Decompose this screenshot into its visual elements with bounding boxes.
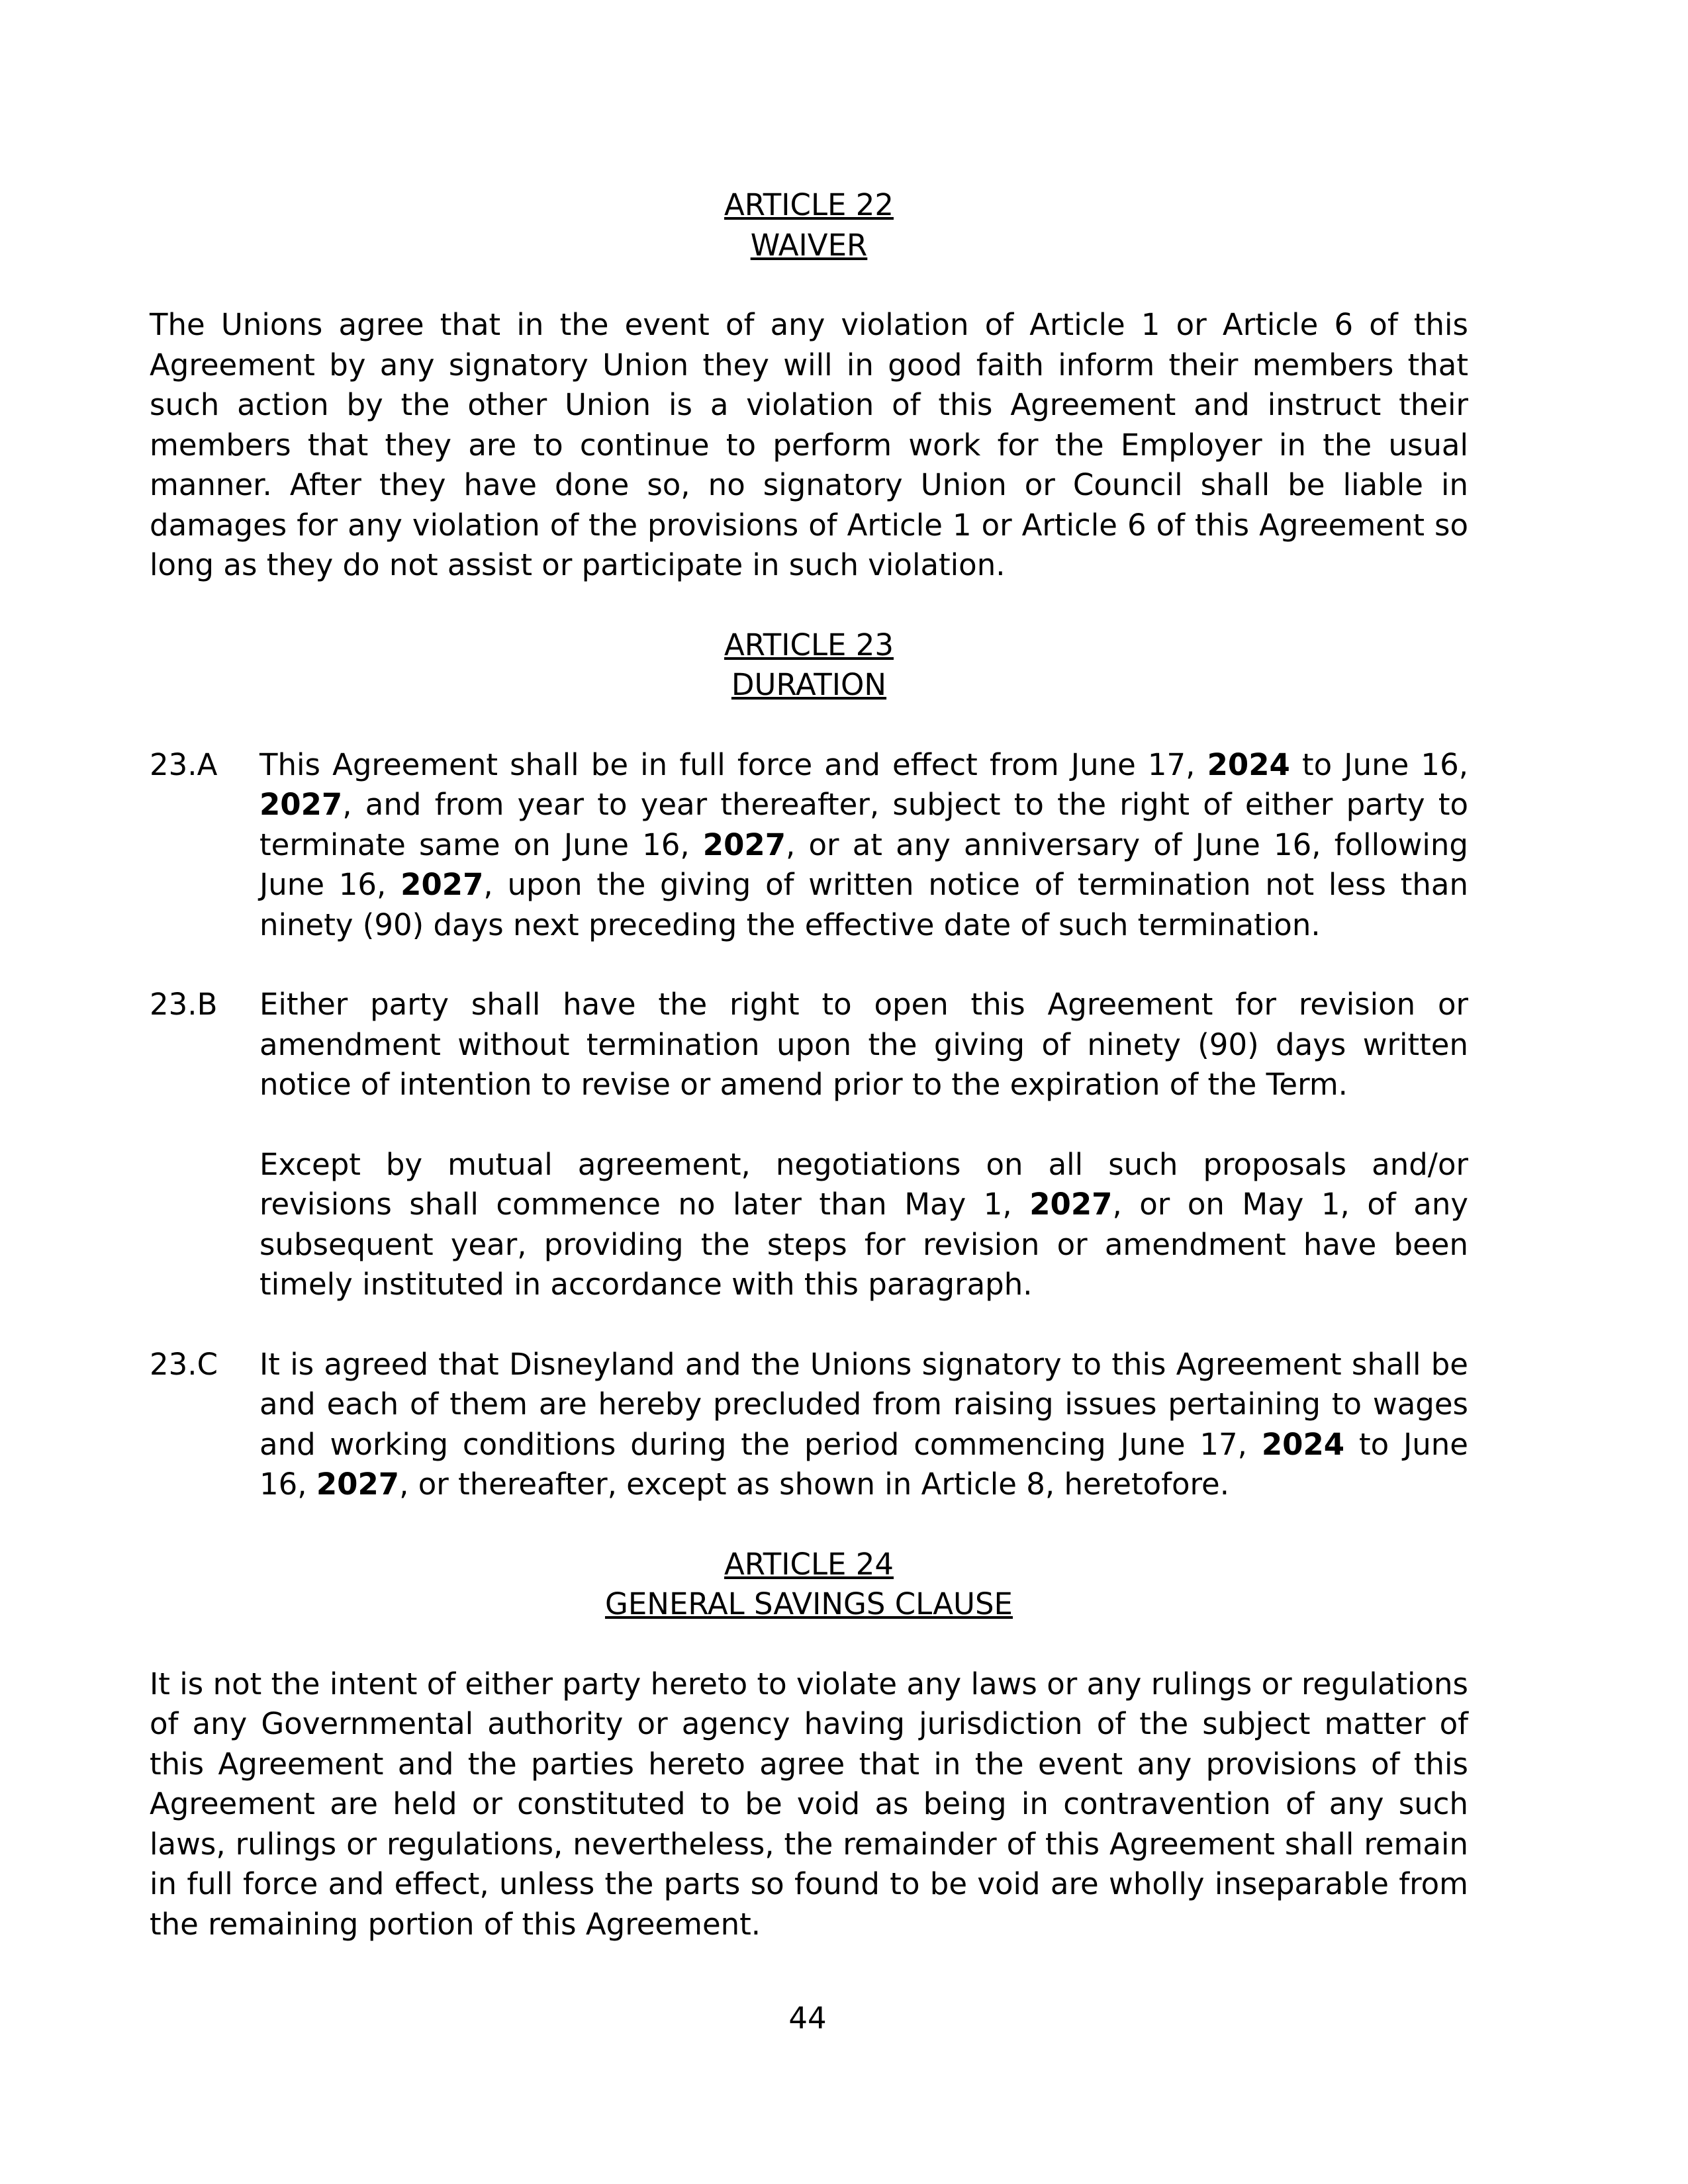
article-22-title: WAIVER <box>750 227 868 263</box>
year-bold: 2027 <box>316 1467 400 1502</box>
article-24-number: ARTICLE 24 <box>724 1546 894 1582</box>
article-24-title: GENERAL SAVINGS CLAUSE <box>604 1586 1013 1621</box>
section-23a <box>150 745 1468 946</box>
article-24-body: It is not the intent of either party hereto to violate any laws or any rulings or regulations of any Governmental authority or agency having jurisdiction of the subject matter of this Agreement and the parties hereto agree that in the event any provisions of this Agreement are held or constituted to be void as being in contravention of any such laws, rulings or regulations, nevertheless, the remainder of this Agreement shall remain in full force and effect, unless the parts so found to be void are wholly inseparable from the remaining portion of this Agreement. <box>150 1666 1468 1942</box>
year-bold: 2024 <box>1261 1426 1345 1462</box>
document-page <box>150 185 1468 1944</box>
section-23a-number: 23.A <box>150 747 218 782</box>
section-23c-text: It is agreed that Disneyland and the Unions signatory to this Agreement shall be and each of them are hereby precluded from raising issues pertaining to wages and working conditions during the period commencing June 17, 2024 to June 16, 2027, or thereafter, except as shown in Article 8, heretofore. <box>259 1346 1468 1502</box>
year-bold: 2027 <box>1029 1187 1113 1222</box>
article-23-title: DURATION <box>731 667 887 702</box>
article-23-heading <box>150 625 1468 705</box>
page-number: 44 <box>788 2001 827 2036</box>
article-22-number: ARTICLE 22 <box>724 187 894 222</box>
section-23b-number: 23.B <box>150 987 218 1022</box>
section-23a-text: This Agreement shall be in full force and effect from June 17, 2024 to June 16, 2027, and from year to year thereafter, subject to the right of either party to terminate same on June 16, 2027, or at any anniversary of June 16, following June 16, 2027, upon the giving of written notice of termination not less than ninety (90) days next preceding the effective date of such termination. <box>259 747 1468 942</box>
year-bold: 2024 <box>1207 747 1290 782</box>
article-22-body: The Unions agree that in the event of any violation of Article 1 or Article 6 of this Agreement by any signatory Union they will in good faith inform their members that such action by the other Union is a violation of this Agreement and instruct their members that they are to continue to perform work for the Employer in the usual manner. After they have done so, no signatory Union or Council shall be liable in damages for any violation of the provisions of Article 1 or Article 6 of this Agreement so long as they do not assist or participate in such violation. <box>150 307 1468 582</box>
section-23b-text: Either party shall have the right to open this Agreement for revision or amendment without termination upon the giving of ninety (90) days written notice of intention to revise or amend prior to the expiration of the Term. <box>259 987 1468 1102</box>
article-24-heading <box>150 1545 1468 1625</box>
article-23-number: ARTICLE 23 <box>724 627 894 662</box>
section-23c-number: 23.C <box>150 1346 218 1382</box>
year-bold: 2027 <box>400 867 484 902</box>
article-22-heading <box>150 185 1468 265</box>
section-23b <box>150 985 1468 1305</box>
year-bold: 2027 <box>259 787 343 822</box>
section-23b-text-2: Except by mutual agreement, negotiations on all such proposals and/or revisions shall commence no later than May 1, 2027, or on May 1, of any subsequent year, providing the steps for revision or amendment have been timely instituted in accordance with this paragraph. <box>259 1146 1468 1302</box>
section-23c <box>150 1345 1468 1505</box>
year-bold: 2027 <box>702 827 786 862</box>
